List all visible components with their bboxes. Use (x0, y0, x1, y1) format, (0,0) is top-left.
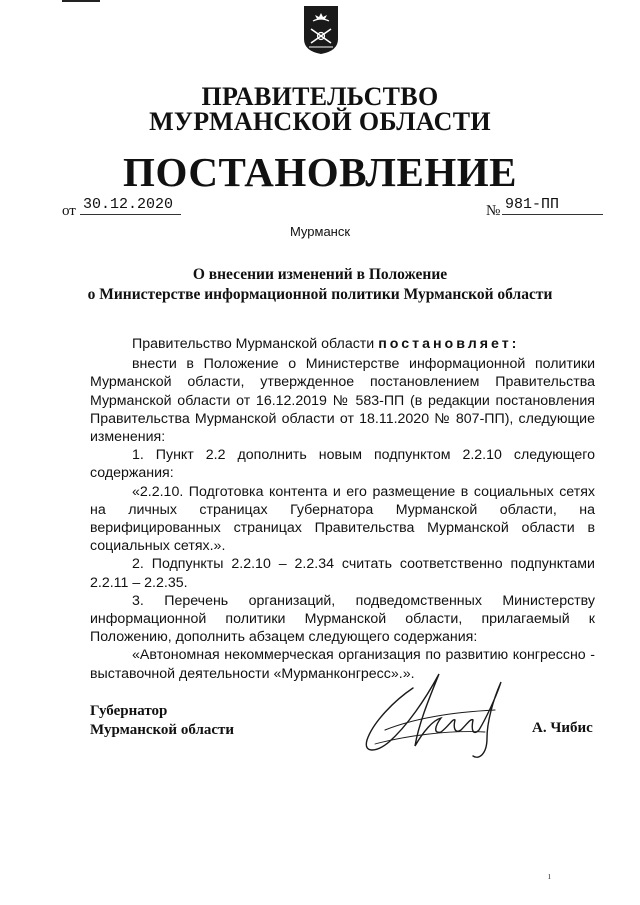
body-paragraph: 3. Перечень организаций, подведомственных Министерству информационной политики Мурманской области, прилагаемый к Положению, дополнить абзацем следующего содержания: (90, 592, 595, 646)
body-paragraph: «Автономная некоммерческая организация по развитию конгрессно - выставочной деятельности «Мурманконгресс».». (90, 647, 595, 682)
signatory-title-line1: Губернатор (90, 703, 168, 719)
signatory-name: А. Чибис (532, 720, 593, 736)
signatory-title-line2: Мурманской области (90, 722, 235, 738)
document-number: 981-ПП (502, 196, 603, 215)
resolution-lead-text: Правительство Мурманской области (132, 336, 379, 352)
body-paragraph: 1. Пункт 2.2 дополнить новым подпунктом 2.2.10 следующего содержания: (90, 447, 595, 482)
footer-mark: ı (548, 871, 551, 882)
body-paragraph: «2.2.10. Подготовка контента и его размещение в социальных сетях на личных страницах Губернатора Мурманской области, на верифицированных страницах Правительства Мурманской области в социальных сетях.». (90, 483, 595, 555)
document-date: 30.12.2020 (80, 196, 181, 215)
number-label: № (486, 203, 501, 219)
date-prefix-label: от (62, 203, 76, 219)
document-body (90, 335, 595, 683)
org-title-line2: МУРМАНСКОЙ ОБЛАСТИ (149, 107, 491, 136)
coat-of-arms-icon (303, 5, 339, 55)
city-name: Мурманск (289, 224, 351, 239)
subject-line2: о Министерстве информационной политики Мурманской области (87, 286, 553, 303)
org-title-line1: ПРАВИТЕЛЬСТВО (201, 82, 439, 111)
scan-edge-mark (62, 0, 100, 2)
handwritten-signature (355, 660, 505, 770)
resolution-verb: постановляет: (378, 336, 520, 352)
body-paragraph: внести в Положение о Министерстве информационной политики Мурманской области, утвержденное постановлением Правительства Мурманской области от 16.12.2019 № 583-ПП (в редакции постановления Правительства Мурманской области от 18.11.2020 № 807-ПП), следующие изменения: (90, 356, 595, 446)
document-type-title: ПОСТАНОВЛЕНИЕ (123, 149, 517, 195)
signatory-title (90, 702, 234, 740)
body-paragraph: 2. Подпункты 2.2.10 – 2.2.34 считать соответственно подпунктами 2.2.11 – 2.2.35. (90, 556, 595, 591)
resolution-lead (90, 335, 595, 353)
subject-line1: О внесении изменений в Положение (192, 266, 448, 283)
